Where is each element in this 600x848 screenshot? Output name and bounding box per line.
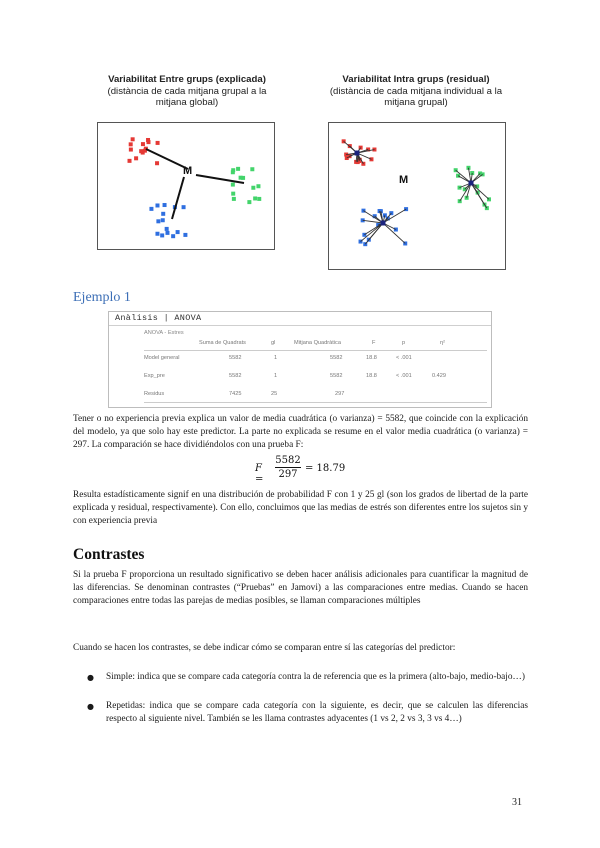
residual-line bbox=[383, 223, 405, 243]
col-eta: η² bbox=[440, 340, 445, 346]
table-row bbox=[144, 373, 487, 383]
red-point bbox=[139, 149, 143, 153]
row-f: 18.8 bbox=[366, 355, 377, 361]
red-point bbox=[156, 141, 160, 145]
green-point bbox=[257, 197, 261, 201]
group-mean-connector bbox=[196, 175, 244, 183]
row-label: Exp_pre bbox=[144, 373, 165, 379]
col-gl: gl bbox=[271, 340, 276, 346]
col-ms: Mitjana Quadràtica bbox=[294, 340, 341, 346]
left-panel-diagram bbox=[97, 122, 275, 250]
right-panel-subtitle: (distància de cada mitjana individual a la mitjana grupal) bbox=[329, 85, 503, 108]
row-p: < .001 bbox=[396, 355, 412, 361]
row-label: Residus bbox=[144, 391, 165, 397]
paragraph-contrasts-how: Cuando se hacen los contrastes, se debe indicar cómo se comparan entre sí las categorías del predictor: bbox=[73, 643, 456, 653]
green-point bbox=[458, 186, 462, 190]
formula-lhs: F = bbox=[255, 463, 264, 485]
red-point bbox=[129, 142, 133, 146]
anova-header-divider bbox=[109, 325, 491, 326]
red-point bbox=[128, 159, 132, 163]
blue-point bbox=[155, 203, 159, 207]
green-point bbox=[232, 197, 236, 201]
blue-point bbox=[155, 232, 159, 236]
right-panel-title bbox=[316, 74, 516, 109]
blue-point bbox=[156, 219, 160, 223]
green-point bbox=[239, 176, 243, 180]
blue-point bbox=[160, 233, 164, 237]
col-p: p bbox=[402, 340, 406, 346]
section-title: Contrastes bbox=[73, 546, 145, 563]
blue-point bbox=[182, 205, 186, 209]
right-panel-diagram bbox=[328, 122, 506, 270]
red-point bbox=[141, 142, 145, 146]
anova-header-rule bbox=[144, 350, 487, 351]
col-ss: Suma de Quadrats bbox=[199, 340, 246, 346]
paragraph-conclusion: Resulta estadísticamente signif en una distribución de probabilidad F con 1 y 25 gl (son los grados de libertad de la parte explicada y residual, respectivamente). Con ello, concluimos que las medias de estrés son diferentes entre los sujetos sin y con experiencia previa bbox=[73, 490, 528, 526]
left-panel-heading: Variabilitat Entre grups (explicada) bbox=[108, 74, 266, 85]
page-number: 31 bbox=[512, 797, 522, 808]
green-point bbox=[253, 196, 257, 200]
green-point bbox=[251, 186, 255, 190]
group-mean-marker bbox=[355, 151, 360, 156]
anova-subtitle: ANOVA - Estres bbox=[144, 330, 184, 336]
blue-point bbox=[149, 207, 153, 211]
blue-point bbox=[176, 230, 180, 234]
blue-point bbox=[161, 212, 165, 216]
row-ms: 297 bbox=[335, 391, 345, 397]
row-gl: 1 bbox=[274, 373, 278, 379]
row-ss: 5582 bbox=[229, 373, 242, 379]
blue-point bbox=[165, 227, 169, 231]
green-point bbox=[250, 167, 254, 171]
row-ss: 5582 bbox=[229, 355, 242, 361]
group-mean-marker bbox=[381, 221, 386, 226]
bullet-icon: ● bbox=[87, 702, 94, 711]
anova-header-row bbox=[144, 340, 487, 350]
red-point bbox=[131, 137, 135, 141]
table-row bbox=[144, 355, 487, 365]
formula-result: = 18.79 bbox=[305, 463, 346, 474]
row-f: 18.8 bbox=[366, 373, 377, 379]
blue-point bbox=[161, 218, 165, 222]
formula-denominator: 297 bbox=[278, 469, 298, 480]
formula-numerator: 5582 bbox=[275, 455, 301, 466]
row-eta: 0.429 bbox=[432, 373, 446, 379]
left-panel-title bbox=[94, 74, 280, 109]
green-point bbox=[231, 192, 235, 196]
grand-mean-label: M bbox=[183, 165, 193, 177]
red-point bbox=[155, 161, 159, 165]
right-panel-heading: Variabilitat Intra grups (residual) bbox=[342, 74, 490, 85]
group-mean-connector bbox=[172, 177, 184, 219]
within-groups-diagram bbox=[329, 123, 507, 271]
row-label: Model general bbox=[144, 355, 180, 361]
green-point bbox=[247, 200, 251, 204]
residual-line bbox=[361, 223, 383, 242]
anova-footer-rule bbox=[144, 402, 487, 403]
green-point bbox=[256, 184, 260, 188]
green-point bbox=[456, 174, 460, 178]
row-p: < .001 bbox=[396, 373, 412, 379]
row-ss: 7425 bbox=[229, 391, 242, 397]
residual-line bbox=[369, 223, 383, 240]
anova-output bbox=[108, 311, 492, 408]
blue-point bbox=[163, 203, 167, 207]
paragraph-contrasts-intro: Si la prueba F proporciona un resultado significativo se deben hacer análisis adicionales para cuantificar la magnitud de las diferencias. Se denominan contrastes (“Pruebas” en Jamovi) a las comparaciones entre medias. Cuando se hacen comparaciones entre todas las parejas de medias posibles, se llaman comparaciones múltiples bbox=[73, 570, 528, 606]
red-point bbox=[129, 148, 133, 152]
green-point bbox=[236, 167, 240, 171]
row-ms: 5582 bbox=[330, 355, 343, 361]
bullet-icon: ● bbox=[87, 673, 94, 682]
table-row bbox=[144, 391, 487, 401]
blue-point bbox=[165, 231, 169, 235]
row-gl: 25 bbox=[271, 391, 278, 397]
green-point bbox=[231, 168, 235, 172]
between-groups-diagram bbox=[98, 123, 276, 251]
green-point bbox=[231, 183, 235, 187]
example-heading: Ejemplo 1 bbox=[73, 290, 131, 305]
red-point bbox=[134, 156, 138, 160]
blue-point bbox=[171, 234, 175, 238]
col-f: F bbox=[372, 340, 376, 346]
blue-point bbox=[183, 233, 187, 237]
red-point bbox=[147, 140, 151, 144]
formula-fraction-bar bbox=[275, 467, 301, 468]
paragraph-explained-variance: Tener o no experiencia previa explica un valor de media cuadrática (o varianza) = 5582, que coincide con la explicación del modelo, ya que solo hay este predictor. La parte no explicada se resume en el valor media cuadrática (o varianza) = 297. La comparación se hace dividiéndolos con una prueba F: bbox=[73, 414, 528, 450]
row-gl: 1 bbox=[274, 355, 278, 361]
left-panel-subtitle: (distància de cada mitjana grupal a la mitjana global) bbox=[107, 85, 267, 108]
anova-header: Anàlisis | ANOVA bbox=[115, 313, 202, 323]
list-item-text: Simple: indica que se compare cada categoría contra la de referencia que es la primera (alto-bajo, medio-bajo…) bbox=[106, 672, 525, 682]
group-mean-connector bbox=[146, 149, 188, 169]
red-point bbox=[361, 162, 365, 166]
list-item-text: Repetidas: indica que se compare cada categoría con la siguiente, es decir, que se calculen las diferencias respecto al siguiente nivel. También se les llama contrastes adyacentes (1 vs 2, 2 vs 3, 3 vs 4…) bbox=[106, 701, 528, 724]
group-mean-marker bbox=[469, 181, 474, 186]
grand-mean-label: M bbox=[399, 174, 409, 186]
row-ms: 5582 bbox=[330, 373, 343, 379]
